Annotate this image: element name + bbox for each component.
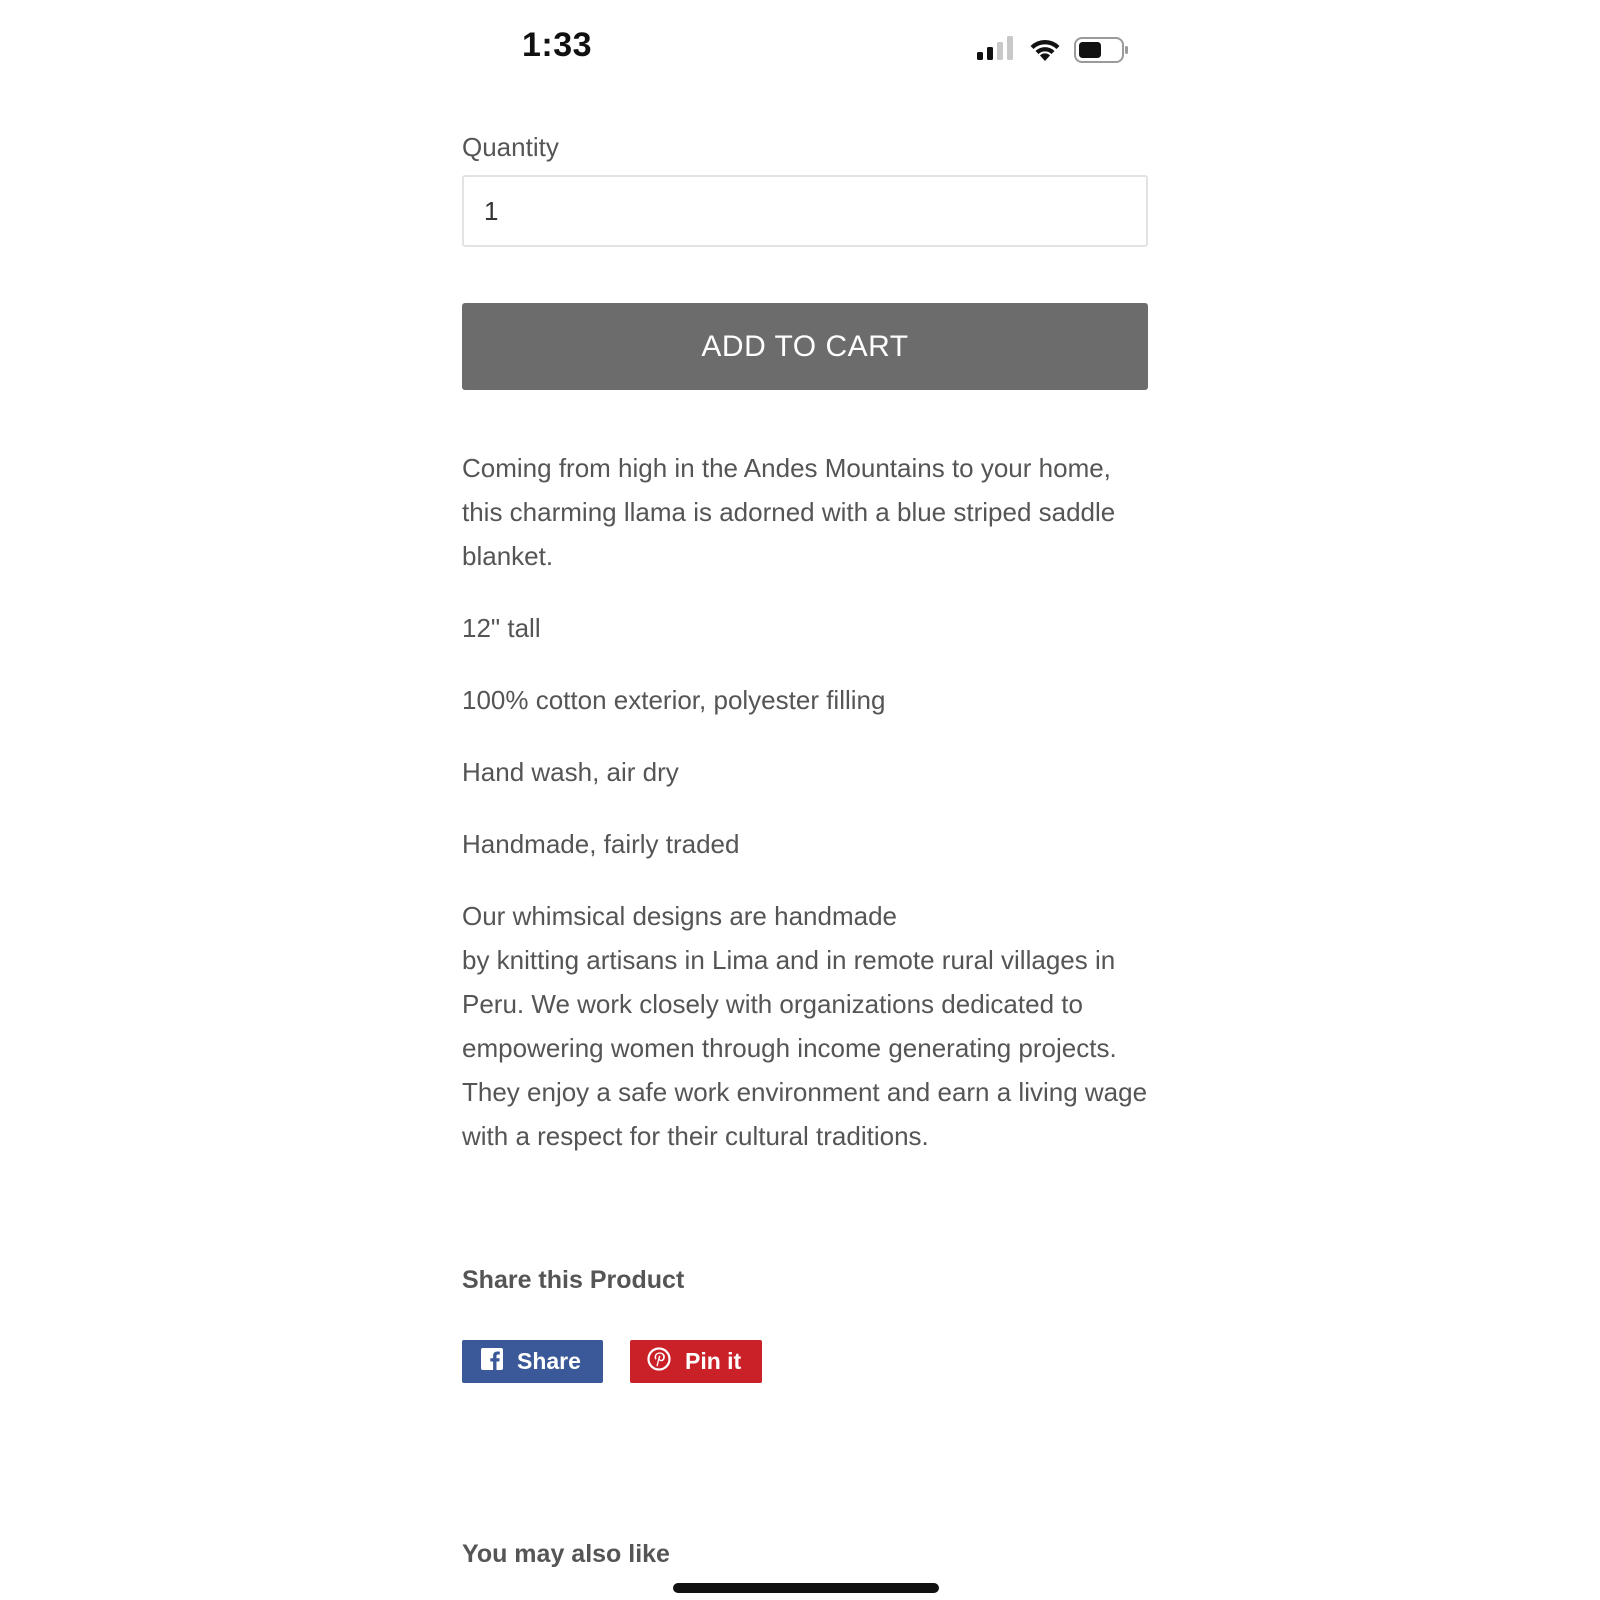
status-time: 1:33 [522,26,593,64]
description-paragraph: Coming from high in the Andes Mountains to your home, this charming llama is adorned with a blue striped saddle blanket. [462,453,1116,571]
facebook-icon [481,1348,503,1375]
facebook-share-button[interactable] [462,1340,603,1383]
description-paragraph: Hand wash, air dry [462,757,679,787]
quantity-label: Quantity [462,132,559,162]
pinterest-pin-label: Pin it [685,1348,742,1374]
cellular-signal-icon [975,34,1015,62]
pinterest-icon [647,1347,671,1376]
add-to-cart-button[interactable]: ADD TO CART [462,303,1148,390]
facebook-share-label: Share [517,1348,581,1374]
product-description [462,446,1148,1186]
wifi-icon [1027,36,1063,64]
home-indicator[interactable] [673,1583,939,1593]
pinterest-pin-button[interactable] [630,1340,762,1383]
quantity-input[interactable] [462,175,1148,247]
description-paragraph: 100% cotton exterior, polyester filling [462,685,886,715]
description-paragraph: 12" tall [462,613,541,643]
status-icons [975,34,1135,64]
share-heading: Share this Product [462,1266,685,1294]
description-paragraph: Our whimsical designs are handmade by knitting artisans in Lima and in remote rural villages in Peru. We work closely with organizations dedicated to empowering women through income generating projects. They enjoy a safe work environment and earn a living wage with a respect for their cultural traditions. [462,901,1148,1151]
description-paragraph: Handmade, fairly traded [462,829,740,859]
related-products-heading: You may also like [462,1540,670,1568]
battery-icon [1074,37,1130,63]
